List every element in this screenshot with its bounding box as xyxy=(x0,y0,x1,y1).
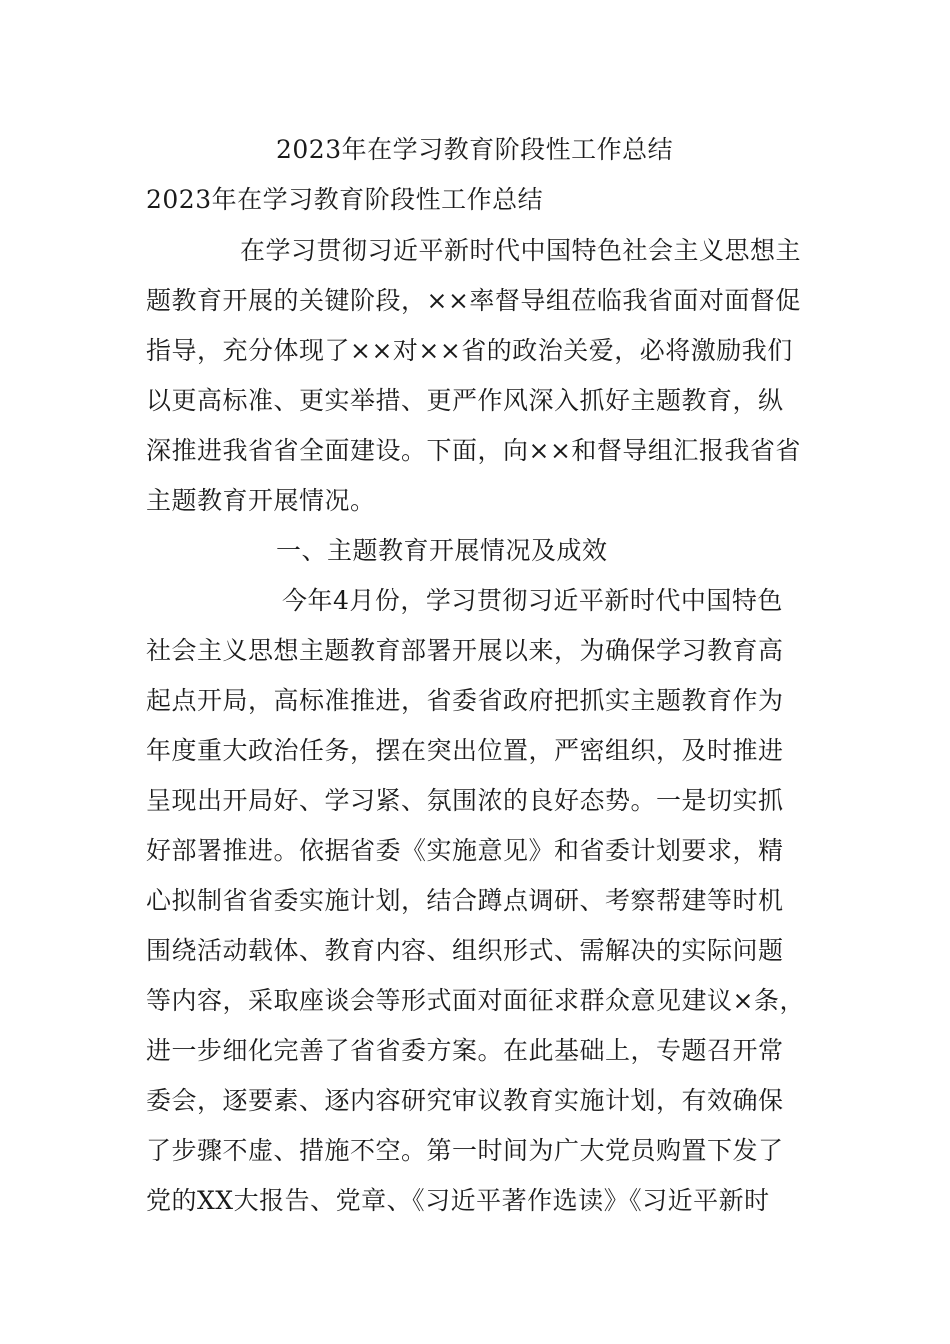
paragraph-line: 了步骤不虚、措施不空。第一时间为广大党员购置下发了 xyxy=(146,1136,784,1165)
paragraph-line: 深推进我省省全面建设。下面，向××和督导组汇报我省省 xyxy=(146,436,801,465)
paragraph-line: 题教育开展的关键阶段，××率督导组莅临我省面对面督促 xyxy=(146,286,801,315)
paragraph-line: 今年4月份，学习贯彻习近平新时代中国特色 xyxy=(282,586,783,615)
paragraph-line: 委会，逐要素、逐内容研究审议教育实施计划，有效确保 xyxy=(146,1086,784,1115)
paragraph-line: 进一步细化完善了省省委方案。在此基础上，专题召开常 xyxy=(146,1036,784,1065)
paragraph-line: 围绕活动载体、教育内容、组织形式、需解决的实际问题 xyxy=(146,936,784,965)
paragraph-line: 党的XX大报告、党章、《习近平著作选读》《习近平新时 xyxy=(146,1186,770,1215)
document-title: 2023年在学习教育阶段性工作总结 xyxy=(276,135,674,164)
paragraph-line: 等内容，采取座谈会等形式面对面征求群众意见建议×条， xyxy=(146,986,805,1015)
paragraph-line: 指导，充分体现了××对××省的政治关爱，必将激励我们 xyxy=(146,336,793,365)
section-heading: 一、主题教育开展情况及成效 xyxy=(276,536,608,565)
paragraph-line: 以更高标准、更实举措、更严作风深入抓好主题教育，纵 xyxy=(146,386,784,415)
paragraph-line: 在学习贯彻习近平新时代中国特色社会主义思想主 xyxy=(240,236,802,265)
paragraph-line: 起点开局，高标准推进，省委省政府把抓实主题教育作为 xyxy=(146,686,784,715)
paragraph-line: 社会主义思想主题教育部署开展以来，为确保学习教育高 xyxy=(146,636,784,665)
paragraph-line: 年度重大政治任务，摆在突出位置，严密组织，及时推进 xyxy=(146,736,784,765)
paragraph-line: 主题教育开展情况。 xyxy=(146,486,376,515)
paragraph-line: 呈现出开局好、学习紧、氛围浓的良好态势。一是切实抓 xyxy=(146,786,784,815)
paragraph-line: 心拟制省省委实施计划，结合蹲点调研、考察帮建等时机 xyxy=(146,886,784,915)
paragraph-line: 好部署推进。依据省委《实施意见》和省委计划要求，精 xyxy=(146,836,784,865)
document-subtitle: 2023年在学习教育阶段性工作总结 xyxy=(146,185,544,214)
